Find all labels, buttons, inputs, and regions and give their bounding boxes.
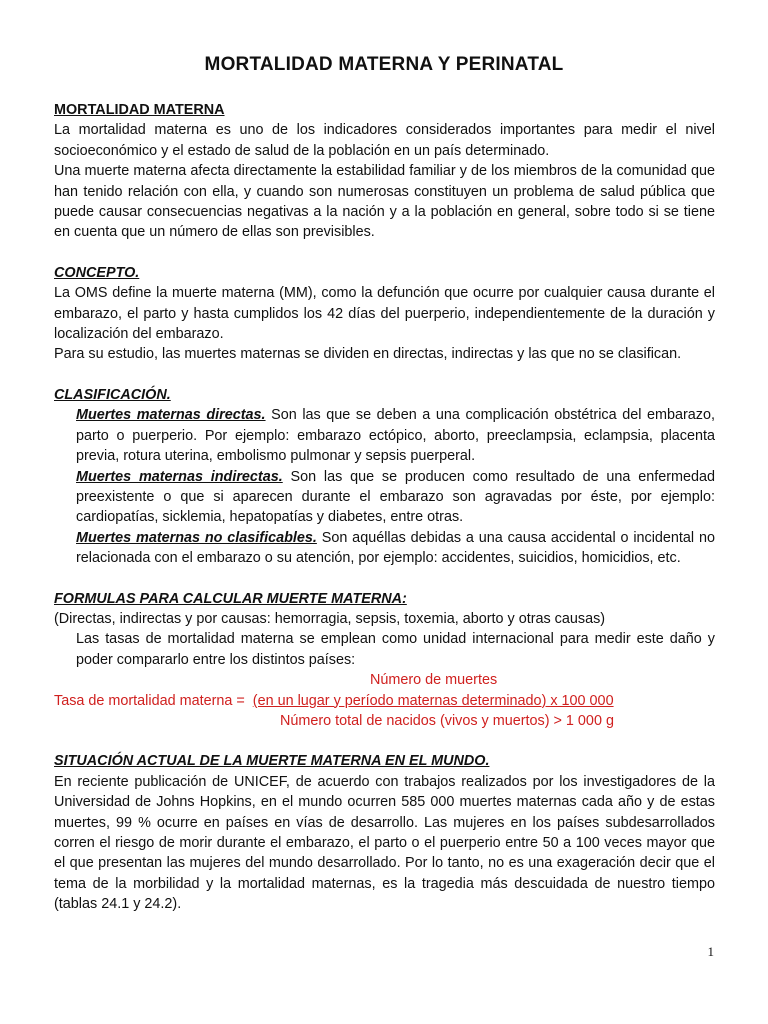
classification-item — [54, 528, 715, 569]
classification-text: Son las que se producen como resultado de una enfermedad preexistente o que si aparecen durante el embarazo son agravadas por éste, por ejemplo: cardiopatías, sicklemia, hepatopatías y diabetes, entre otras. — [76, 468, 715, 526]
page-number: 1 — [707, 944, 714, 959]
formula-label: Tasa de mortalidad materna = — [54, 692, 245, 709]
paragraph: En reciente publicación de UNICEF, de acuerdo con trabajos realizados por los investigadores de la Universidad de Johns Hopkins, en el mundo ocurren 585 000 muertes maternas cada año y de estas muertes, 99 % ocurre en países en vías de desarrollo. Las mujeres en los países subdesarrollados corren el riesgo de morir durante el embarazo, el parto o el puerperio entre 50 a 100 veces mayor que el que presentan las mujeres del mundo desarrollado. Por lo tanto, no es una exageración decir que el tema de la morbilidad y la mortalidad maternas, es la tragedia más descuidada de nuestro tiempo (tablas 24.1 y 24.2). — [54, 773, 715, 913]
formula-row — [54, 691, 715, 711]
formula-numerator: Número de muertes — [370, 672, 498, 689]
formula-subtitle: (Directas, indirectas y por causas: hemorragia, sepsis, toxemia, aborto y otras causas) — [54, 610, 606, 627]
section-heading-concepto: CONCEPTO. — [54, 264, 140, 281]
classification-text: Son aquéllas debidas a una causa accidental o incidental no relacionada con el embarazo o su atención, por ejemplo: accidentes, suicidios, homicidios, etc. — [76, 529, 715, 567]
paragraph: La mortalidad materna es uno de los indicadores considerados importantes para medir el nivel socioeconómico y el estado de salud de la población en un país determinado. — [54, 122, 715, 159]
formula-middle: (en un lugar y período maternas determinado) x 100 000 — [252, 692, 614, 709]
paragraph: Para su estudio, las muertes maternas se dividen en directas, indirectas y las que no se clasifican. — [54, 346, 682, 363]
classification-item — [54, 405, 715, 466]
section-heading-formulas: FORMULAS PARA CALCULAR MUERTE MATERNA: — [54, 590, 407, 607]
classification-term: Muertes maternas indirectas. — [76, 468, 283, 485]
document-body — [54, 100, 715, 915]
classification-term: Muertes maternas directas. — [76, 407, 266, 424]
section-heading-mortalidad: MORTALIDAD MATERNA — [54, 102, 225, 118]
section-heading-clasificacion: CLASIFICACIÓN. — [54, 386, 171, 403]
paragraph: Las tasas de mortalidad materna se emplean como unidad internacional para medir este daño y poder compararlo entre los distintos países: — [76, 631, 715, 668]
classification-item — [54, 467, 715, 528]
paragraph: La OMS define la muerte materna (MM), como la defunción que ocurre por cualquier causa durante el embarazo, el parto y hasta cumplidos los 42 días del puerperio, independientemente de la duración y localización del embarazo. — [54, 285, 715, 343]
formula-denominator: Número total de nacidos (vivos y muertos) > 1 000 g — [280, 712, 614, 729]
section-heading-situacion: SITUACIÓN ACTUAL DE LA MUERTE MATERNA EN EL MUNDO. — [54, 753, 490, 770]
document-title: MORTALIDAD MATERNA Y PERINATAL — [204, 54, 564, 75]
paragraph: Una muerte materna afecta directamente la estabilidad familiar y de los miembros de la comunidad que han tenido relación con ella, y cuando son numerosas constituyen un problema de salud pública que puede causar consecuencias negativas a la nación y a la población en general, sobre todo si se tiene en cuenta que un número de ellas son previsibles. — [54, 163, 715, 241]
classification-text: Son las que se deben a una complicación obstétrica del embarazo, parto o puerperio. Por ejemplo: embarazo ectópico, aborto, preeclampsia, eclampsia, placenta previa, rotura uterina, embolismo pulmonar y sepsis puerperal. — [76, 407, 715, 465]
classification-term: Muertes maternas no clasificables. — [76, 529, 317, 546]
